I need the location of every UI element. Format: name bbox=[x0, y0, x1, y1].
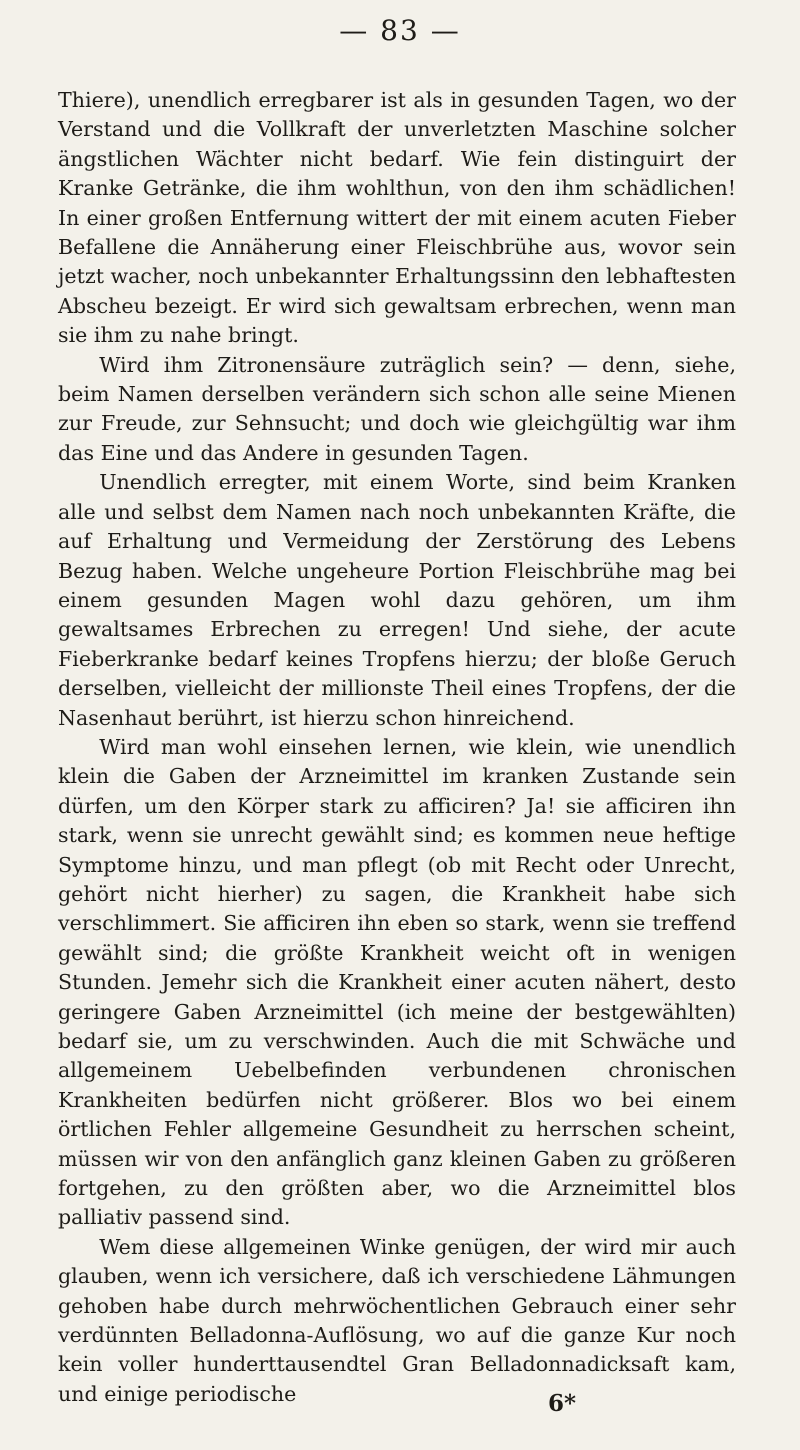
signature-mark: 6* bbox=[548, 1390, 577, 1417]
paragraph-5: Wem diese allgemeinen Winke genügen, der wird mir auch glauben, wenn ich versichere, daß ich verschiedene Lähmungen gehoben habe durch mehrwöchentlichen Gebrauch einer sehr verdünnten Belladonna-Auflösung, wo auf die ganze Kur noch kein voller hunderttausendtel Gran Belladonnadicksaft kam, und einige periodische bbox=[58, 1234, 736, 1406]
page-number-header: — 83 — bbox=[339, 14, 461, 47]
page-body bbox=[58, 86, 736, 1409]
paragraph-4: Wird man wohl einsehen lernen, wie klein, wie unendlich klein die Gaben der Arzneimittel im kranken Zustande sein dürfen, um den Körper stark zu afficiren? Ja! sie afficiren ihn stark, wenn sie unrecht gewählt sind; es kommen neue heftige Symptome hinzu, und man pflegt (ob mit Recht oder Unrecht, gehört nicht hierher) zu sagen, die Krankheit habe sich verschlimmert. Sie afficiren ihn eben so stark, wenn sie treffend gewählt sind; die größte Krankheit weicht oft in wenigen Stunden. Jemehr sich die Krankheit einer acuten nähert, desto geringere Gaben Arzneimittel (ich meine der bestgewählten) bedarf sie, um zu verschwinden. Auch die mit Schwäche und allgemeinem Uebelbefinden verbundenen chronischen Krankheiten bedürfen nicht größerer. Blos wo bei einem örtlichen Fehler allgemeine Gesundheit zu herrschen scheint, müssen wir von den anfänglich ganz kleinen Gaben zu größeren fortgehen, zu den größten aber, wo die Arzneimittel blos palliativ passend sind. bbox=[58, 734, 736, 1230]
paragraph-1: Thiere), unendlich erregbarer ist als in gesunden Tagen, wo der Verstand und die Vollkraft der unverletzten Maschine solcher ängstlichen Wächter nicht bedarf. Wie fein distinguirt der Kranke Getränke, die ihm wohlthun, von den ihm schädlichen! In einer großen Entfernung wittert der mit einem acuten Fieber Befallene die Annäherung einer Fleischbrühe aus, wovor sein jetzt wacher, noch unbekannter Erhaltungssinn den lebhaftesten Abscheu bezeigt. Er wird sich gewaltsam erbrechen, wenn man sie ihm zu nahe bringt. bbox=[58, 88, 736, 348]
paragraph-3: Unendlich erregter, mit einem Worte, sind beim Kranken alle und selbst dem Namen nach noch unbekannten Kräfte, die auf Erhaltung und Vermeidung der Zerstörung des Lebens Bezug haben. Welche ungeheure Portion Fleischbrühe mag bei einem gesunden Magen wohl dazu gehören, um ihm gewaltsames Erbrechen zu erregen! Und siehe, der acute Fieberkranke bedarf keines Tropfens hierzu; der bloße Geruch derselben, vielleicht der millionste Theil eines Tropfens, der die Nasenhaut berührt, ist hierzu schon hinreichend. bbox=[58, 470, 736, 730]
paragraph-2: Wird ihm Zitronensäure zuträglich sein? — denn, siehe, beim Namen derselben verändern sich schon alle seine Mienen zur Freude, zur Sehnsucht; und doch wie gleichgültig war ihm das Eine und das Andere in gesunden Tagen. bbox=[58, 352, 736, 465]
